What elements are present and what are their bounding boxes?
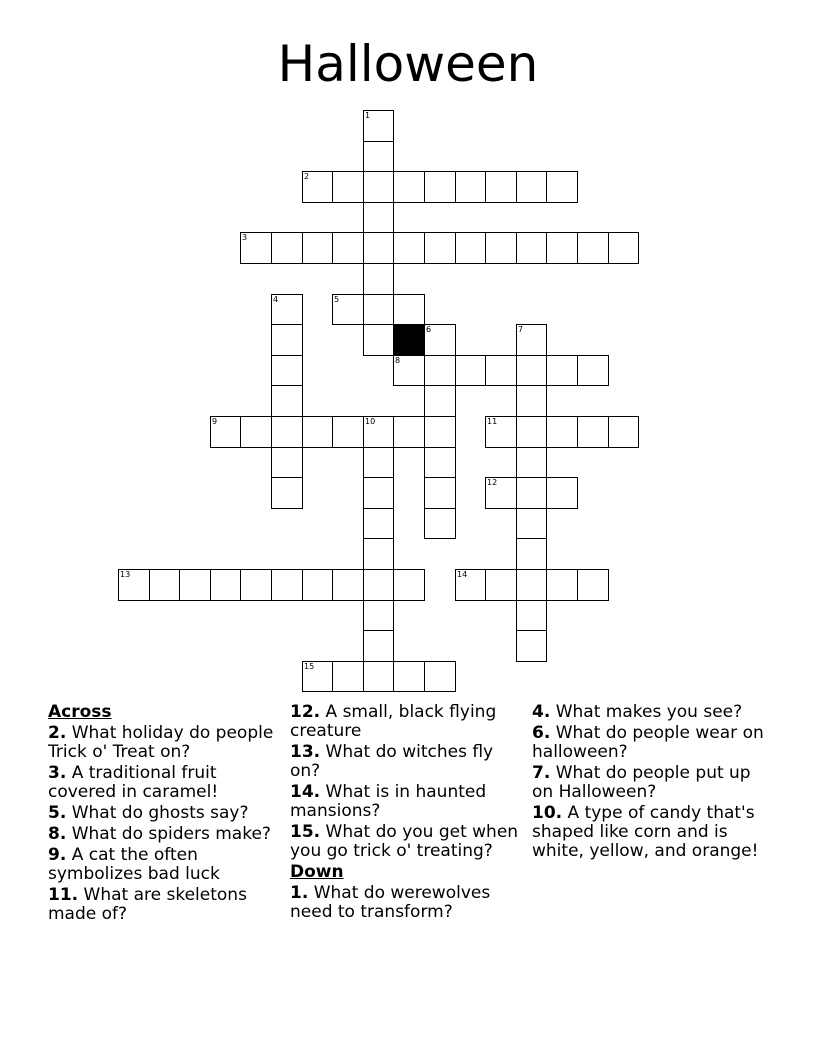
grid-cell[interactable] [485,477,517,509]
grid-cell[interactable] [363,538,394,570]
grid-cell[interactable] [332,569,364,601]
grid-cell[interactable] [332,661,364,692]
clue-number: 2 [304,172,310,181]
grid-cell[interactable] [363,141,394,172]
grid-cell[interactable] [393,232,425,264]
grid-cell[interactable] [424,385,456,417]
across-clue: 8. What do spiders make? [48,824,271,844]
grid-cell[interactable] [363,600,394,631]
grid-cell[interactable] [424,508,456,539]
down-header: Down [290,862,344,882]
clue-number: 3 [242,233,248,242]
grid-cell[interactable] [485,416,517,448]
clues-column-1 [48,703,278,926]
grid-cell[interactable] [302,171,333,203]
grid-cell[interactable] [332,416,364,448]
grid-cell[interactable] [455,232,486,264]
grid-cell[interactable] [363,508,394,539]
clues-column-2 [290,703,520,924]
clue-number: 14 [457,570,468,579]
grid-cell[interactable] [271,294,303,325]
grid-cell[interactable] [179,569,211,601]
grid-cell[interactable] [577,416,609,448]
grid-cell[interactable] [393,569,425,601]
grid-cell[interactable] [271,385,303,417]
grid-cell[interactable] [516,232,547,264]
grid-cell[interactable] [546,232,578,264]
grid-cell[interactable] [363,324,394,356]
clue-number: 4 [273,295,279,304]
grid-cell[interactable] [485,569,517,601]
grid-cell[interactable] [363,110,394,142]
grid-cell[interactable] [240,416,272,448]
grid-cell[interactable] [516,355,547,386]
across-clue: 15. What do you get when you go trick o' treating? [290,822,519,861]
grid-cell[interactable] [332,232,364,264]
grid-cell[interactable] [424,324,456,356]
down-clue: 4. What makes you see? [532,702,743,722]
grid-cell[interactable] [546,569,578,601]
grid-cell[interactable] [424,171,456,203]
grid-cell[interactable] [271,416,303,448]
grid-cell[interactable] [393,294,425,325]
grid-cell[interactable] [363,447,394,478]
grid-cell[interactable] [485,232,517,264]
grid-cell[interactable] [393,355,425,386]
clue-number: 5 [334,295,340,304]
grid-cell[interactable] [210,569,241,601]
grid-cell[interactable] [210,416,241,448]
grid-cell[interactable] [424,232,456,264]
grid-cell[interactable] [271,232,303,264]
grid-cell[interactable] [577,355,609,386]
grid-cell[interactable] [455,355,486,386]
grid-cell[interactable] [393,661,425,692]
grid-cell[interactable] [485,171,517,203]
grid-cell[interactable] [546,171,578,203]
grid-cell[interactable] [516,416,547,448]
grid-cell[interactable] [271,355,303,386]
clue-number: 9 [212,417,218,426]
grid-cell[interactable] [118,569,150,601]
clue-number: 10 [365,417,376,426]
grid-cell[interactable] [516,538,547,570]
across-clue: 5. What do ghosts say? [48,803,249,823]
grid-cell[interactable] [302,569,333,601]
clues-column-3 [532,703,768,863]
grid-cell[interactable] [546,416,578,448]
grid-cell[interactable] [363,171,394,203]
grid-cell[interactable] [485,355,517,386]
grid-cell[interactable] [516,508,547,539]
across-clue: 2. What holiday do people Trick o' Treat on? [48,723,274,762]
grid-cell[interactable] [455,569,486,601]
grid-cell[interactable] [363,477,394,509]
grid-cell[interactable] [271,447,303,478]
clue-number: 7 [518,325,524,334]
grid-cell[interactable] [608,416,639,448]
page-title: Halloween [277,35,539,93]
grid-cell[interactable] [424,416,456,448]
across-header: Across [48,702,112,722]
grid-cell[interactable] [608,232,639,264]
grid-cell[interactable] [577,232,609,264]
grid-cell[interactable] [393,171,425,203]
grid-block [393,324,425,356]
grid-cell[interactable] [271,569,303,601]
grid-cell[interactable] [240,569,272,601]
grid-cell[interactable] [240,232,272,264]
clue-number: 6 [426,325,432,334]
across-clue: 12. A small, black flying creature [290,702,497,741]
grid-cell[interactable] [516,630,547,662]
grid-cell[interactable] [424,355,456,386]
grid-cell[interactable] [393,416,425,448]
across-clue: 3. A traditional fruit covered in caramel! [48,763,219,802]
clue-number: 11 [487,417,498,426]
grid-cell[interactable] [302,232,333,264]
grid-cell[interactable] [271,477,303,509]
grid-cell[interactable] [424,477,456,509]
grid-cell[interactable] [516,477,547,509]
grid-cell[interactable] [363,416,394,448]
grid-cell[interactable] [363,294,394,325]
grid-cell[interactable] [363,263,394,295]
grid-cell[interactable] [424,447,456,478]
grid-cell[interactable] [302,416,333,448]
grid-cell[interactable] [546,477,578,509]
clue-number: 1 [365,111,371,120]
grid-cell[interactable] [363,232,394,264]
clue-number: 15 [304,662,315,671]
clue-number: 13 [120,570,131,579]
grid-cell[interactable] [332,294,364,325]
clue-number: 12 [487,478,498,487]
grid-cell[interactable] [516,600,547,631]
across-clue: 14. What is in haunted mansions? [290,782,487,821]
grid-cell[interactable] [516,324,547,356]
grid-cell[interactable] [516,447,547,478]
grid-cell[interactable] [516,569,547,601]
grid-cell[interactable] [516,171,547,203]
grid-cell[interactable] [302,661,333,692]
grid-cell[interactable] [363,569,394,601]
down-clue: 7. What do people put up on Halloween? [532,763,751,802]
across-clue: 11. What are skeletons made of? [48,885,247,924]
grid-cell[interactable] [363,661,394,692]
clue-number: 8 [395,356,401,365]
down-clue: 1. What do werewolves need to transform? [290,883,491,922]
grid-cell[interactable] [516,385,547,417]
grid-cell[interactable] [363,630,394,662]
grid-cell[interactable] [149,569,180,601]
across-clue: 13. What do witches fly on? [290,742,494,781]
grid-cell[interactable] [271,324,303,356]
grid-cell[interactable] [455,171,486,203]
grid-cell[interactable] [546,355,578,386]
down-clue: 6. What do people wear on halloween? [532,723,764,762]
grid-cell[interactable] [424,661,456,692]
grid-cell[interactable] [363,202,394,233]
across-clue: 9. A cat the often symbolizes bad luck [48,845,220,884]
down-clue: 10. A type of candy that's shaped like corn and is white, yellow, and orange! [532,803,759,861]
grid-cell[interactable] [332,171,364,203]
grid-cell[interactable] [577,569,609,601]
